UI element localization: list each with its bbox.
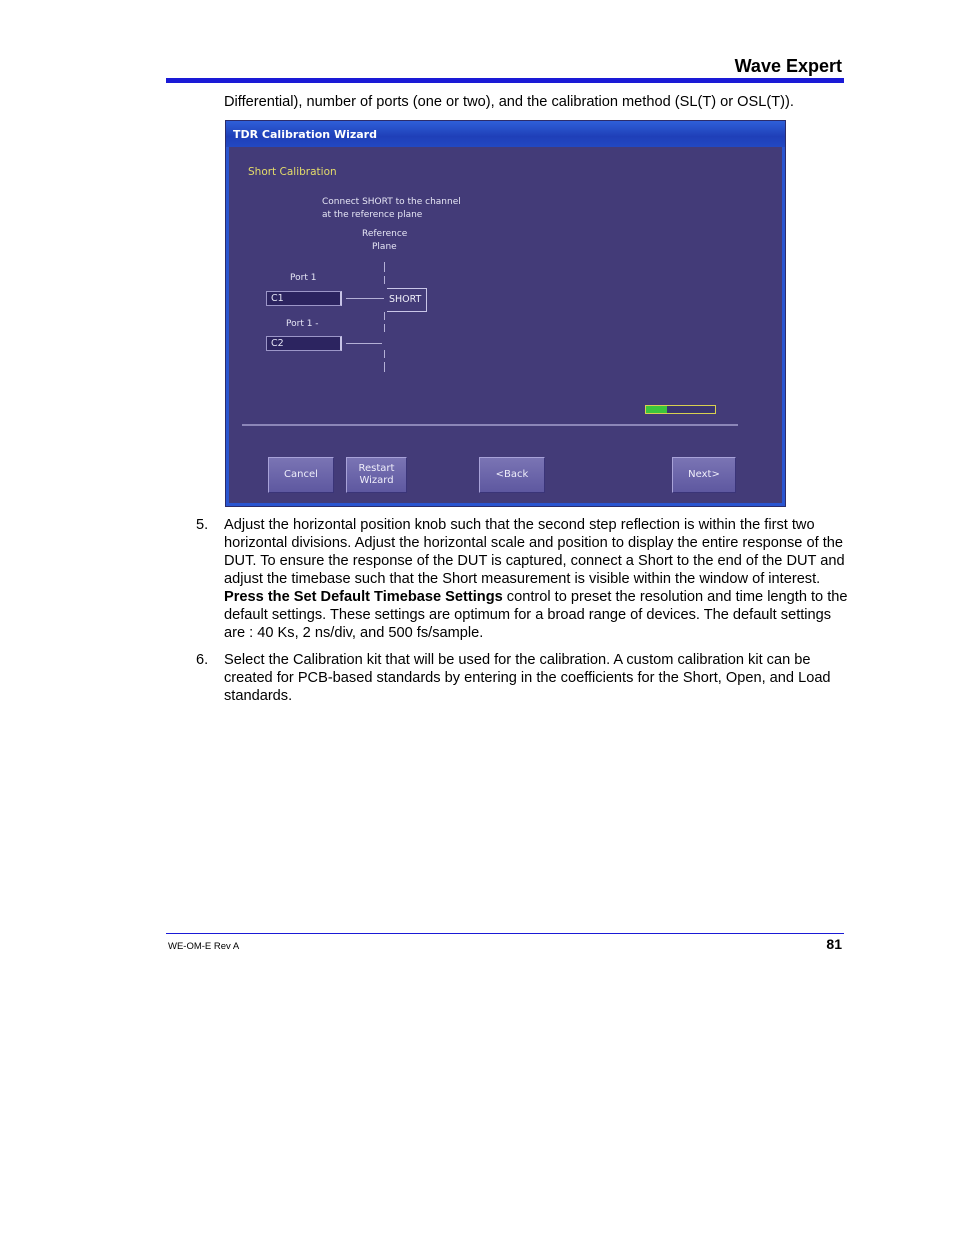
port1-channel-field[interactable]: C1 <box>266 291 342 306</box>
wizard-left-edge <box>226 147 229 506</box>
port2-connection-line <box>346 343 382 344</box>
wizard-title-bar: TDR Calibration Wizard <box>226 121 785 147</box>
reference-plane-dash <box>384 350 385 358</box>
wizard-instruction-line2: at the reference plane <box>322 210 423 220</box>
port2-channel-field[interactable]: C2 <box>266 336 342 351</box>
restart-wizard-button[interactable]: Restart Wizard <box>346 457 407 493</box>
step-text-part: control to preset the resolution and time length to the default settings. These settings are optimum for a broad range of devices. The default settings are : 40 Ks, 2 ns/div, and 500 fs/sample. <box>224 589 848 641</box>
wizard-instruction-line1: Connect SHORT to the channel <box>322 197 461 207</box>
reference-plane-dash <box>384 324 385 332</box>
intro-paragraph: Differential), number of ports (one or two), and the calibration method (SL(T) or OSL(T)). <box>224 94 794 110</box>
reference-plane-dash <box>384 276 385 284</box>
set-default-timebase-emphasis: Press the Set Default Timebase Settings <box>224 589 503 605</box>
step-text-part: Adjust the horizontal position knob such that the second step reflection is within the first two horizontal divisions. Adjust the horizontal scale and position to display the entire response of the DUT. To ensure the response of the DUT is captured, connect a Short to the end of the DUT and adjust the timebase such that the Short measurement is visible within the window of interest. <box>224 517 845 587</box>
cancel-button[interactable]: Cancel <box>268 457 334 493</box>
back-button[interactable]: <Back <box>479 457 545 493</box>
wizard-heading: Short Calibration <box>248 166 337 178</box>
short-standard-box: SHORT <box>387 288 427 312</box>
reference-plane-dash <box>384 262 385 272</box>
step-text: Select the Calibration kit that will be used for the calibration. A custom calibration kit can be created for PCB-based standards by entering in the coefficients for the Short, Open, and Load standards. <box>224 652 831 704</box>
wizard-separator <box>242 424 738 426</box>
header-title: Wave Expert <box>734 56 842 76</box>
reference-plane-dash <box>384 312 385 320</box>
reference-plane-label-line1: Reference <box>362 229 408 239</box>
step-number: 5. <box>196 517 209 533</box>
page-number: 81 <box>826 936 842 952</box>
tdr-calibration-wizard-screenshot <box>225 120 786 507</box>
footer-rule <box>166 933 844 934</box>
reference-plane-dash <box>384 362 385 372</box>
footer-document-id: WE-OM-E Rev A <box>168 941 240 952</box>
wizard-bottom-edge <box>226 503 785 506</box>
calibration-progress-bar <box>645 405 716 414</box>
step-text <box>224 516 849 642</box>
step-number: 6. <box>196 652 209 668</box>
port1-label: Port 1 <box>290 273 317 283</box>
reference-plane-label-line2: Plane <box>372 242 397 252</box>
next-button[interactable]: Next> <box>672 457 736 493</box>
port1-connection-line <box>346 298 384 299</box>
progress-bar-fill <box>646 406 667 413</box>
wizard-right-edge <box>782 147 785 506</box>
header-rule <box>166 78 844 83</box>
port2-label: Port 1 - <box>286 319 319 329</box>
